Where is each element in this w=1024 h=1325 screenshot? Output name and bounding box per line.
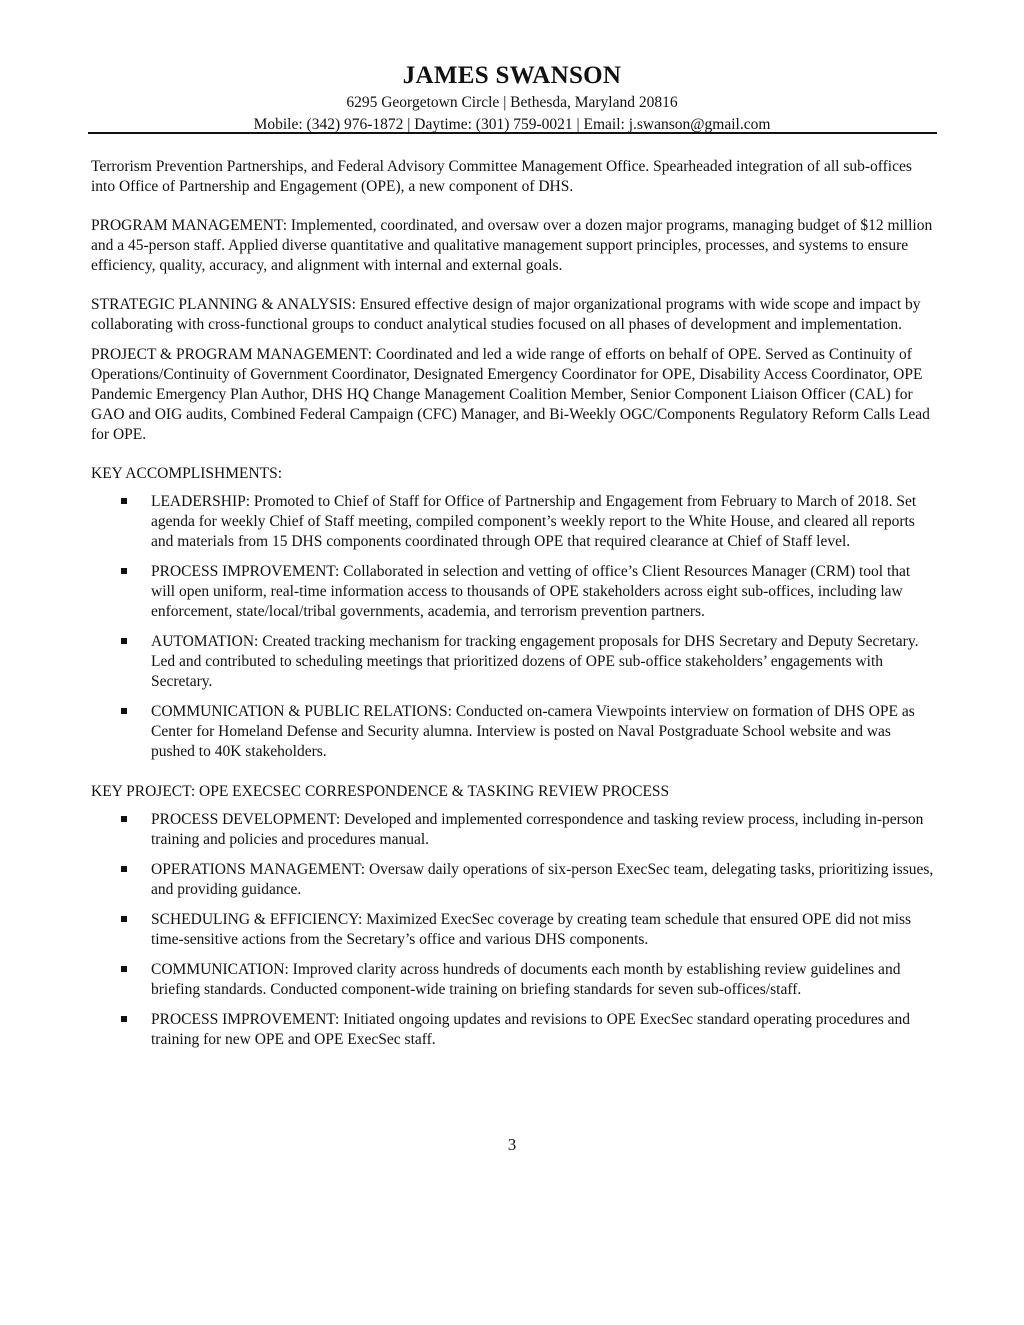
address-line: 6295 Georgetown Circle | Bethesda, Maryland 20816 xyxy=(346,94,678,111)
bullet-icon xyxy=(121,638,127,644)
bullet-icon xyxy=(121,816,127,822)
paragraph-program-management: PROGRAM MANAGEMENT: Implemented, coordinated, and oversaw over a dozen major programs, managing budget of $12 million and a 45-person staff. Applied diverse quantitative and qualitative management support principles, processes, and systems to ensure efficiency, quality, accuracy, and alignment with internal and external goals. xyxy=(91,217,933,274)
list-item xyxy=(91,1010,937,1050)
header-divider xyxy=(88,132,937,134)
list-item-text: PROCESS DEVELOPMENT: Developed and implemented correspondence and tasking review process, including in-person training and policies and procedures manual. xyxy=(151,811,924,848)
list-item-text: PROCESS IMPROVEMENT: Collaborated in selection and vetting of office’s Client Resources Manager (CRM) tool that will open uniform, real-time information access to thousands of OPE stakeholders across eight sub-offices, including law enforcement, state/local/tribal governments, academia, and terrorism prevention partners. xyxy=(151,563,911,620)
list-item xyxy=(91,860,937,900)
paragraph-project-program-management: PROJECT & PROGRAM MANAGEMENT: Coordinated and led a wide range of efforts on behalf of OPE. Served as Continuity of Operations/Continuity of Government Coordinator, Designated Emergency Coordinator for OPE, Disability Access Coordinator, OPE Pandemic Emergency Plan Author, DHS HQ Change Management Coalition Member, Senior Component Liaison Officer (CAL) for GAO and OIG audits, Combined Federal Campaign (CFC) Manager, and Bi-Weekly OGC/Components Regulatory Reform Calls Lead for OPE. xyxy=(91,346,930,443)
list-item-text: OPERATIONS MANAGEMENT: Oversaw daily operations of six-person ExecSec team, delegating tasks, prioritizing issues, and providing guidance. xyxy=(151,861,934,898)
key-project-list xyxy=(91,810,937,1050)
list-item-text: COMMUNICATION: Improved clarity across hundreds of documents each month by establishing review guidelines and briefing standards. Conducted component-wide training on briefing standards for seven sub-offices/staff. xyxy=(151,961,901,998)
list-item-text: AUTOMATION: Created tracking mechanism for tracking engagement proposals for DHS Secretary and Deputy Secretary. Led and contributed to scheduling meetings that prioritized dozens of OPE sub-office stakeholders’ engagements with Secretary. xyxy=(151,633,919,690)
list-item xyxy=(91,562,937,622)
bullet-icon xyxy=(121,498,127,504)
key-project-heading: KEY PROJECT: OPE EXECSEC CORRESPONDENCE & TASKING REVIEW PROCESS xyxy=(91,783,670,800)
bullet-icon xyxy=(121,966,127,972)
resume-body xyxy=(91,157,937,1060)
bullet-icon xyxy=(121,866,127,872)
list-item-text: SCHEDULING & EFFICIENCY: Maximized ExecSec coverage by creating team schedule that ensured OPE did not miss time-sensitive actions from the Secretary’s office and various DHS components. xyxy=(151,911,912,948)
contact-line: Mobile: (342) 976-1872 | Daytime: (301) 759-0021 | Email: j.swanson@gmail.com xyxy=(253,116,771,133)
list-item xyxy=(91,810,937,850)
candidate-name: JAMES SWANSON xyxy=(402,62,622,89)
paragraph-strategic-planning: STRATEGIC PLANNING & ANALYSIS: Ensured effective design of major organizational programs with wide scope and impact by collaborating with cross-functional groups to conduct analytical studies focused on all phases of development and implementation. xyxy=(91,296,921,333)
list-item xyxy=(91,960,937,1000)
bullet-icon xyxy=(121,568,127,574)
key-accomplishments-heading: KEY ACCOMPLISHMENTS: xyxy=(91,465,283,482)
list-item-text: PROCESS IMPROVEMENT: Initiated ongoing updates and revisions to OPE ExecSec standard operating procedures and training for new OPE and OPE ExecSec staff. xyxy=(151,1011,911,1048)
paragraph-ope-integration: Terrorism Prevention Partnerships, and Federal Advisory Committee Management Office. Spearheaded integration of all sub-offices into Office of Partnership and Engagement (OPE), a new component of DHS. xyxy=(91,158,912,195)
list-item xyxy=(91,632,937,692)
page-number: 3 xyxy=(507,1135,517,1154)
list-item xyxy=(91,910,937,950)
bullet-icon xyxy=(121,1016,127,1022)
key-accomplishments-list xyxy=(91,492,937,762)
bullet-icon xyxy=(121,916,127,922)
list-item xyxy=(91,702,937,762)
bullet-icon xyxy=(121,708,127,714)
list-item-text: LEADERSHIP: Promoted to Chief of Staff for Office of Partnership and Engagement from February to March of 2018. Set agenda for weekly Chief of Staff meeting, compiled component’s weekly report to the White House, and cleared all reports and materials from 15 DHS components coordinated through OPE that required clearance at Chief of Staff level. xyxy=(151,493,917,550)
list-item-text: COMMUNICATION & PUBLIC RELATIONS: Conducted on-camera Viewpoints interview on formation of DHS OPE as Center for Homeland Defense and Security alumna. Interview is posted on Naval Postgraduate School website and was pushed to 40K stakeholders. xyxy=(151,703,915,760)
resume-header xyxy=(88,60,936,135)
list-item xyxy=(91,492,937,552)
